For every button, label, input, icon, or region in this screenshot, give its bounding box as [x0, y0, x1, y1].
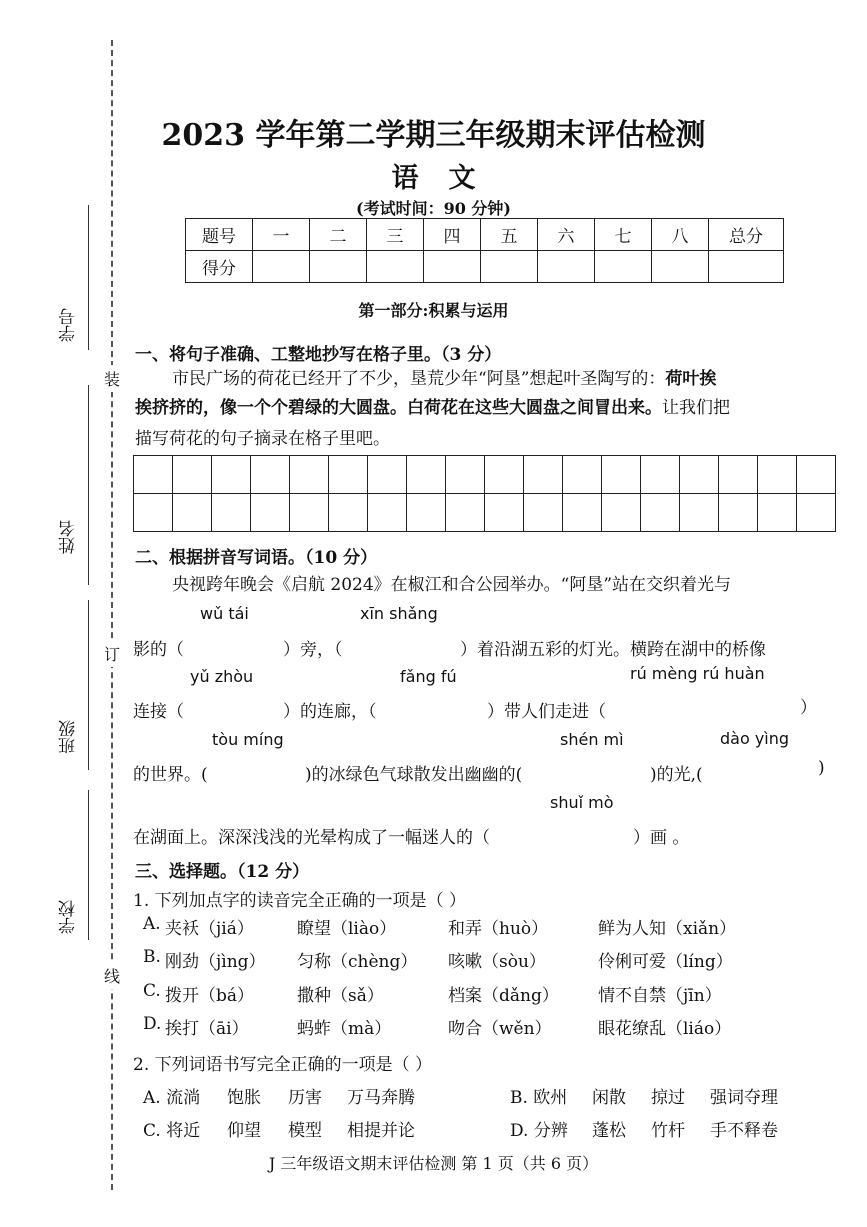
score-cell: 二 — [310, 219, 367, 251]
name-line — [88, 385, 89, 585]
q3-1-option-b-word3: 咳嗽（sòu） — [448, 952, 546, 972]
class-line — [88, 600, 89, 770]
binder-mark-xian: 线 — [104, 962, 120, 989]
q2-line2-c: ）带人们走进（ — [487, 702, 606, 722]
q2-line1-c: ）着沿湖五彩的灯光。横跨在湖中的桥像 — [460, 640, 766, 660]
score-cell: 八 — [652, 219, 709, 251]
binder-mark-ding: 订 — [104, 640, 120, 667]
score-cell: 四 — [424, 219, 481, 251]
score-input-cell[interactable] — [481, 251, 538, 283]
q2-intro: 央视跨年晚会《启航 2024》在椒江和合公园举办。“阿垦”站在交织着光与 — [172, 575, 732, 595]
q2-line1-a: 影的（ — [133, 640, 184, 660]
score-cell: 一 — [253, 219, 310, 251]
q3-1-option-d-word2: 蚂蚱（mà） — [297, 1019, 392, 1039]
q3-1-option-a-word2: 瞭望（liào） — [297, 919, 397, 939]
q3-2-option-b-4: 强词夺理 — [710, 1088, 778, 1108]
score-cell: 七 — [595, 219, 652, 251]
q1-heading: 一、将句子准确、工整地抄写在格子里。（3 分） — [135, 345, 502, 365]
q3-2-option-c-1[interactable]: C. 将近 — [143, 1121, 201, 1141]
q3-1-option-b-word2: 匀称（chèng） — [297, 952, 418, 972]
score-input-cell[interactable] — [253, 251, 310, 283]
q3-2-option-d-3: 竹杆 — [651, 1121, 685, 1141]
q2-line2-d: ） — [800, 698, 817, 718]
q3-1-option-c-word3: 档案（dǎng） — [448, 986, 559, 1006]
score-input-cell[interactable] — [652, 251, 709, 283]
score-table — [185, 218, 784, 283]
q1-line2-tail: 让我们把 — [662, 398, 730, 418]
q1-quoted-sentence: 挨挤挤的，像一个个碧绿的大圆盘。白荷花在这些大圆盘之间冒出来。 — [135, 398, 662, 418]
q1-line1-text: 市民广场的荷花已经开了不少，垦荒少年“阿垦”想起叶圣陶写的： — [172, 369, 666, 389]
score-table-score-row — [186, 251, 784, 283]
score-input-cell[interactable] — [538, 251, 595, 283]
q2-line2-b: ）的连廊，（ — [283, 702, 377, 722]
q3-2-option-d-1[interactable]: D. 分辨 — [510, 1121, 568, 1141]
q1-line1-bold: 荷叶挨 — [665, 369, 717, 389]
q3-2-option-a-1[interactable]: A. 流淌 — [143, 1088, 201, 1108]
student-id-line — [88, 205, 89, 350]
q3-1-option-c-word2: 撒种（sǎ） — [297, 986, 384, 1006]
q3-1-option-c-word1: 拨开（bá） — [165, 986, 255, 1006]
score-cell: 三 — [367, 219, 424, 251]
score-input-cell[interactable] — [595, 251, 652, 283]
q2-line4-a: 在湖面上。深深浅浅的光晕构成了一幅迷人的（ — [133, 828, 490, 848]
pinyin-touming: tòu míng — [212, 730, 284, 749]
school-line — [88, 790, 89, 940]
q2-line3-c: )的光,( — [650, 765, 703, 785]
q3-2-option-a-3: 历害 — [288, 1088, 322, 1108]
q2-line3-d: ) — [818, 758, 825, 778]
score-input-cell[interactable] — [424, 251, 481, 283]
pinyin-wutai: wǔ tái — [200, 604, 249, 623]
binder-mark-zhuang: 装 — [104, 365, 120, 392]
pinyin-shuimo: shuǐ mò — [550, 793, 614, 812]
class-label: 班级 — [59, 720, 79, 754]
q3-sub1: 1. 下列加点字的读音完全正确的一项是（ ） — [133, 891, 467, 911]
q3-1-option-a-word4: 鲜为人知（xiǎn） — [598, 919, 737, 939]
score-input-cell[interactable] — [709, 251, 784, 283]
q3-1-option-c-letter[interactable]: C. — [143, 981, 161, 1001]
q3-1-option-b-letter[interactable]: B. — [143, 947, 161, 967]
q3-2-option-a-4: 万马奔腾 — [347, 1088, 415, 1108]
pinyin-rumengruhuan: rú mèng rú huàn — [630, 664, 765, 683]
q3-1-option-b-word1: 刚劲（jìng） — [165, 952, 266, 972]
page-footer: J 三年级语文期末评估检测 第 1 页（共 6 页） — [268, 1154, 599, 1173]
pinyin-daoying: dào yìng — [720, 729, 790, 748]
q1-line2 — [135, 393, 730, 418]
q1-line1 — [172, 364, 716, 389]
score-cell: 五 — [481, 219, 538, 251]
q3-1-option-c-word4: 情不自禁（jīn） — [598, 986, 722, 1006]
student-id-label: 学号 — [59, 308, 79, 342]
school-label: 学校 — [59, 900, 79, 934]
q3-2-option-c-4: 相提并论 — [347, 1121, 415, 1141]
q3-1-option-d-letter[interactable]: D. — [143, 1014, 162, 1034]
exam-subject: 语文 — [391, 163, 506, 194]
score-row-label: 得分 — [186, 251, 253, 283]
score-table-header-row — [186, 219, 784, 251]
q3-2-option-d-2: 蓬松 — [592, 1121, 626, 1141]
q3-2-option-b-1[interactable]: B. 欧州 — [510, 1088, 568, 1108]
pinyin-fangfu: fǎng fú — [400, 667, 457, 686]
q2-line1-b: ）旁，（ — [283, 640, 343, 660]
score-cell: 题号 — [186, 219, 253, 251]
pinyin-xinshang: xīn shǎng — [360, 604, 438, 623]
q3-heading: 三、选择题。（12 分） — [135, 862, 310, 882]
q1-line3: 描写荷花的句子摘录在格子里吧。 — [135, 429, 390, 449]
q2-line2-a: 连接（ — [133, 702, 184, 722]
q2-line3-a: 的世界。( — [133, 765, 208, 785]
q3-1-option-a-word1: 夹袄（jiá） — [165, 919, 254, 939]
score-input-cell[interactable] — [367, 251, 424, 283]
q3-1-option-b-word4: 伶俐可爱（líng） — [598, 952, 733, 972]
name-label: 姓名 — [59, 520, 79, 554]
q3-2-option-d-4: 手不释卷 — [710, 1121, 778, 1141]
q3-2-option-c-3: 模型 — [288, 1121, 322, 1141]
score-cell: 总分 — [709, 219, 784, 251]
q3-2-option-b-3: 掠过 — [651, 1088, 685, 1108]
q3-1-option-a-word3: 和弄（huò） — [448, 919, 549, 939]
q2-heading: 二、根据拼音写词语。（10 分） — [135, 548, 378, 568]
q3-2-option-a-2: 饱胀 — [227, 1088, 261, 1108]
q3-sub2: 2. 下列词语书写完全正确的一项是（ ） — [133, 1055, 433, 1075]
pinyin-yuzhou: yǔ zhòu — [190, 667, 254, 686]
pinyin-shenmi: shén mì — [560, 730, 624, 749]
q3-1-option-d-word3: 吻合（wěn） — [448, 1019, 552, 1039]
writing-grid[interactable] — [133, 455, 836, 532]
q2-line3-b: )的冰绿色气球散发出幽幽的( — [305, 765, 523, 785]
q2-line4-b: ）画 。 — [633, 828, 690, 848]
q3-1-option-a-letter[interactable]: A. — [143, 914, 161, 934]
q3-1-option-d-word1: 挨打（āi） — [165, 1019, 249, 1039]
q3-2-option-c-2: 仰望 — [227, 1121, 261, 1141]
score-cell: 六 — [538, 219, 595, 251]
q3-1-option-d-word4: 眼花缭乱（liáo） — [598, 1019, 732, 1039]
exam-time: (考试时间：90 分钟) — [356, 199, 511, 218]
exam-title: 2023 学年第二学期三年级期末评估检测 — [161, 118, 706, 153]
part-one-heading: 第一部分:积累与运用 — [358, 301, 509, 320]
q3-2-option-b-2: 闲散 — [592, 1088, 626, 1108]
score-input-cell[interactable] — [310, 251, 367, 283]
